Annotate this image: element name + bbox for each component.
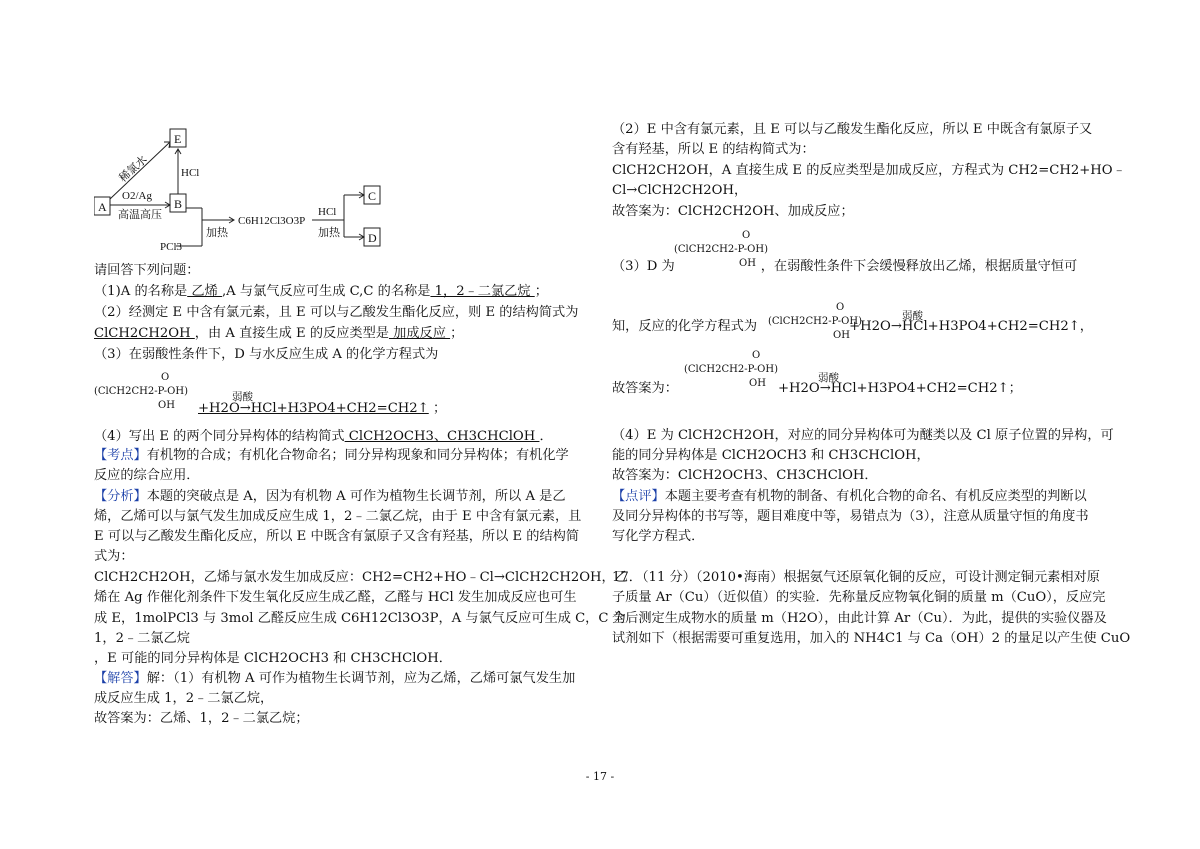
svg-text:D: D xyxy=(368,231,377,245)
fenxi-line: 【分析】本题的突破点是 A，因为有机物 A 可作为植物生长调节剂，所以 A 是乙 xyxy=(94,489,566,504)
text-line: （4）E 为 ClCH2CH2OH，对应的同分异构体可为醚类以及 Cl 原子位置的异构，可 xyxy=(612,428,1114,443)
condition-label: 弱酸 xyxy=(232,391,253,403)
svg-text:高温高压: 高温高压 xyxy=(118,209,162,221)
text-line: E 可以与乙酸发生酯化反应，所以 E 中既含有氯原子又含有羟基，所以 E 的结构简 xyxy=(94,529,580,544)
text-line: 烯在 Ag 作催化剂条件下发生氧化反应生成乙醛，乙醛与 HCl 发生加成反应也可生 xyxy=(94,590,577,605)
equation-rest: +H2O→HCl+H3PO4+CH2=CH2↑ ； xyxy=(198,401,447,416)
text-line: 成 E，1molPCl3 与 3mol 乙醛反应生成 C6H12Cl3O3P，A 与氯气反应可生成 C，C 为 xyxy=(94,611,626,626)
text-line: 故答案为：ClCH2CH2OH、加成反应； xyxy=(612,204,854,219)
svg-text:C: C xyxy=(368,189,377,203)
svg-text:B: B xyxy=(174,197,183,211)
svg-text:PCl3: PCl3 xyxy=(160,241,183,253)
reaction-scheme-diagram xyxy=(94,124,394,254)
text-line: 子质量 Ar（Cu）（近似值）的实验．先称量反应物氧化铜的质量 m（CuO），反应完 xyxy=(612,590,1106,605)
svg-text:稀氯水: 稀氯水 xyxy=(117,153,150,185)
svg-text:A: A xyxy=(98,200,107,214)
text-line: 故答案为：乙烯、1，2﹣二氯乙烷； xyxy=(94,711,309,726)
text-line: ，E 可能的同分异构体是 ClCH2OCH3 和 CH3CHClOH． xyxy=(94,651,452,666)
jieda-line: 【解答】解：（1）有机物 A 可作为植物生长调节剂，应为乙烯，乙烯可氯气发生加 xyxy=(94,671,576,686)
text-line: 能的同分异构体是 ClCH2OCH3 和 CH3CHClOH， xyxy=(612,448,930,463)
text-line: （2）E 中含有氯元素，且 E 可以与乙酸发生酯化反应，所以 E 中既含有氯原子又 xyxy=(612,122,1093,137)
text-line: 成反应生成 1，2﹣二氯乙烷， xyxy=(94,691,274,706)
svg-text:E: E xyxy=(174,132,182,146)
text-line: 含有羟基，所以 E 的结构简式为： xyxy=(612,142,815,157)
text-line: 全后测定生成物水的质量 m（H2O），由此计算 Ar（Cu）．为此，提供的实验仪器及 xyxy=(612,611,1107,626)
text-line: 及同分异构体的书写等，题目难度中等，易错点为（3），注意从质量守恒的角度书 xyxy=(612,509,1089,524)
text-line: 故答案为：ClCH2OCH3、CH3CHClOH． xyxy=(612,468,878,483)
text-line: 1，2﹣二氯乙烷 xyxy=(94,631,190,646)
equation-underline xyxy=(94,399,194,417)
question-2-answer: ClCH2CH2OH ，由 A 直接生成 E 的反应类型是 加成反应 ； xyxy=(94,326,464,341)
text-line: 烯，乙烯可以与氯气发生加成反应生成 1，2﹣二氯乙烷，由于 E 中含有氯元素，且 xyxy=(94,509,582,524)
text-line: Cl→ClCH2CH2OH， xyxy=(612,183,748,198)
answer-line: 故答案为： +H2O→HCl+H3PO4+CH2=CH2↑； xyxy=(612,381,1022,396)
question-4: （4）写出 E 的两个同分异构体的结构简式 ClCH2OCH3、CH3CHClOH ． xyxy=(94,429,553,444)
svg-text:加热: 加热 xyxy=(206,227,228,239)
dianping-line: 【点评】本题主要考查有机物的制备、有机化合物的命名、有机反应类型的判断以 xyxy=(612,489,1087,504)
d-structure: O (ClCH2CH2-P-OH) OH xyxy=(674,230,768,269)
question-17: 17．（11 分）（2010•海南）根据氨气还原氧化铜的反应，可设计测定铜元素相对原 xyxy=(612,570,1100,585)
svg-text:HCl: HCl xyxy=(181,167,200,179)
svg-text:O2/Ag: O2/Ag xyxy=(122,190,152,202)
text-line: 写化学方程式． xyxy=(612,529,705,544)
equation-structure-2: O (ClCH2CH2-P-OH) OH xyxy=(684,350,778,389)
question-3: （3）在弱酸性条件下，D 与水反应生成 A 的化学方程式为 xyxy=(94,347,439,362)
text-line: ClCH2CH2OH，A 直接生成 E 的反应类型是加成反应，方程式为 CH2=CH2+HO﹣ xyxy=(612,163,1126,178)
question-1: （1)A 的名称是 乙烯 ,A 与氯气反应可生成 C,C 的名称是 1，2﹣二氯乙烷 ； xyxy=(94,284,548,299)
question-intro: 请回答下列问题： xyxy=(94,263,200,278)
phosphonic-acid-structure: O (ClCH2CH2-P-OH) OH xyxy=(94,372,188,411)
equation-structure-1: O (ClCH2CH2-P-OH) OH xyxy=(768,302,862,341)
svg-text:C6H12Cl3O3P: C6H12Cl3O3P xyxy=(238,215,306,227)
condition-label: 弱酸 xyxy=(818,372,839,384)
svg-text:HCl: HCl xyxy=(318,206,337,218)
d-description: （3）D 为 ，在弱酸性条件下会缓慢释放出乙烯，根据质量守恒可 xyxy=(612,259,1078,274)
text-line: 反应的综合应用． xyxy=(94,468,200,483)
text-line: 式为： xyxy=(94,549,134,564)
question-2: （2）经测定 E 中含有氯元素，且 E 可以与乙酸发生酯化反应，则 E 的结构简式为 xyxy=(94,305,579,320)
text-line: 试剂如下（根据需要可重复选用，加入的 NH4C1 与 Ca（OH）2 的量足以产生使 CuO xyxy=(612,631,1131,646)
svg-text:加热: 加热 xyxy=(318,227,340,239)
text-line: ClCH2CH2OH，乙烯与氯水发生加成反应：CH2=CH2+HO﹣Cl→ClCH2CH2OH，乙 xyxy=(94,570,628,585)
equation-line: 知，反应的化学方程式为 +H2O→HCl+H3PO4+CH2=CH2↑， xyxy=(612,319,1093,334)
kaodian-line: 【考点】有机物的合成；有机化合物命名；同分异构现象和同分异构体；有机化学 xyxy=(94,448,569,463)
condition-label: 弱酸 xyxy=(902,310,923,322)
page-number: - 17 - xyxy=(585,770,615,783)
